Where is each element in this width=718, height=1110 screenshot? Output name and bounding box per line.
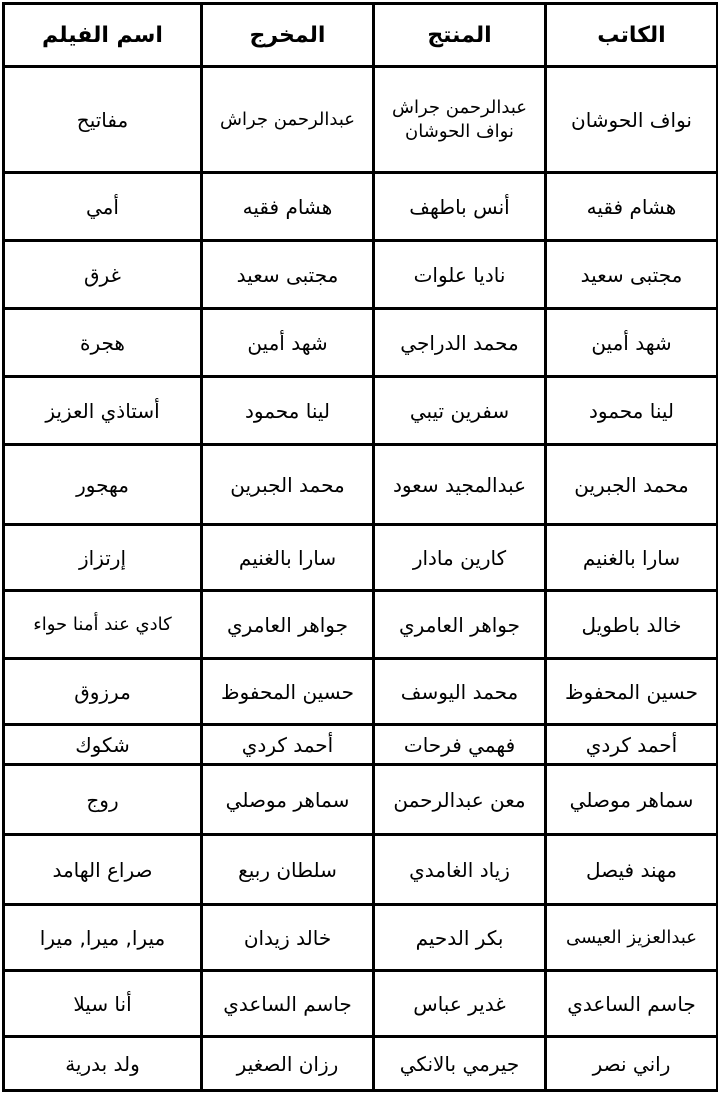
director-cell: شهد أمين [202, 309, 374, 377]
writer-cell: سماهر موصلي [546, 765, 718, 835]
director-cell: خالد زيدان [202, 905, 374, 971]
director-cell: مجتبى سعيد [202, 241, 374, 309]
producer-cell: كارين مادار [374, 525, 546, 591]
film-cell: مفاتيح [4, 67, 202, 173]
film-cell: ولد بدرية [4, 1037, 202, 1091]
header-producer: المنتج [374, 4, 546, 67]
table-row [4, 377, 718, 445]
producer-cell [374, 67, 546, 173]
director-cell: محمد الجبرين [202, 445, 374, 525]
writer-cell: لينا محمود [546, 377, 718, 445]
writer-cell: هشام فقيه [546, 173, 718, 241]
film-cell: هجرة [4, 309, 202, 377]
film-cell: إرتزاز [4, 525, 202, 591]
director-cell: سارا بالغنيم [202, 525, 374, 591]
writer-cell: سارا بالغنيم [546, 525, 718, 591]
director-cell: جواهر العامري [202, 591, 374, 659]
producer-line: عبدالرحمن جراش [391, 97, 528, 119]
film-cell: أنا سيلا [4, 971, 202, 1037]
producer-cell: عبدالمجيد سعود [374, 445, 546, 525]
header-director: المخرج [202, 4, 374, 67]
producer-cell: محمد الدراجي [374, 309, 546, 377]
table-row [4, 905, 718, 971]
writer-cell: نواف الحوشان [546, 67, 718, 173]
producer-cell: ناديا علوات [374, 241, 546, 309]
table-row [4, 173, 718, 241]
director-cell: سلطان ربيع [202, 835, 374, 905]
table-row [4, 67, 718, 173]
director-cell: هشام فقيه [202, 173, 374, 241]
writer-cell: جاسم الساعدي [546, 971, 718, 1037]
film-cell: أمي [4, 173, 202, 241]
writer-cell: شهد أمين [546, 309, 718, 377]
film-cell: شكوك [4, 725, 202, 765]
table-row [4, 659, 718, 725]
writer-cell: محمد الجبرين [546, 445, 718, 525]
writer-cell: عبدالعزيز العيسى [546, 905, 718, 971]
film-cell: مهجور [4, 445, 202, 525]
director-cell: لينا محمود [202, 377, 374, 445]
table-row [4, 445, 718, 525]
films-table [2, 2, 718, 1092]
writer-cell: مهند فيصل [546, 835, 718, 905]
film-cell: أستاذي العزيز [4, 377, 202, 445]
director-cell: جاسم الساعدي [202, 971, 374, 1037]
table-row [4, 591, 718, 659]
writer-cell: خالد باطويل [546, 591, 718, 659]
director-cell: سماهر موصلي [202, 765, 374, 835]
producer-cell: معن عبدالرحمن [374, 765, 546, 835]
producer-cell: جواهر العامري [374, 591, 546, 659]
writer-cell: راني نصر [546, 1037, 718, 1091]
film-cell: مرزوق [4, 659, 202, 725]
table-row [4, 1037, 718, 1091]
film-cell: كادي عند أمنا حواء [4, 591, 202, 659]
producer-cell: زياد الغامدي [374, 835, 546, 905]
director-cell: أحمد كردي [202, 725, 374, 765]
header-writer: الكاتب [546, 4, 718, 67]
film-cell: غرق [4, 241, 202, 309]
producer-cell: محمد اليوسف [374, 659, 546, 725]
producer-cell: أنس باطهف [374, 173, 546, 241]
table-row [4, 835, 718, 905]
film-cell: ميرا, ميرا, ميرا [4, 905, 202, 971]
writer-cell: حسين المحفوظ [546, 659, 718, 725]
producer-cell: غدير عباس [374, 971, 546, 1037]
header-film: اسم الفيلم [4, 4, 202, 67]
director-cell: عبدالرحمن جراش [202, 67, 374, 173]
table-row [4, 241, 718, 309]
table-row [4, 725, 718, 765]
producer-cell: فهمي فرحات [374, 725, 546, 765]
producer-cell: بكر الدحيم [374, 905, 546, 971]
producer-line: نواف الحوشان [405, 120, 514, 142]
director-cell: رزان الصغير [202, 1037, 374, 1091]
writer-cell: مجتبى سعيد [546, 241, 718, 309]
producer-cell: سفرين تيبي [374, 377, 546, 445]
writer-cell: أحمد كردي [546, 725, 718, 765]
table-row [4, 309, 718, 377]
table-row [4, 525, 718, 591]
table-header-row [4, 4, 718, 67]
film-cell: صراع الهامد [4, 835, 202, 905]
table-row [4, 971, 718, 1037]
producer-cell: جيرمي بالانكي [374, 1037, 546, 1091]
film-cell: روج [4, 765, 202, 835]
director-cell: حسين المحفوظ [202, 659, 374, 725]
table-row [4, 765, 718, 835]
